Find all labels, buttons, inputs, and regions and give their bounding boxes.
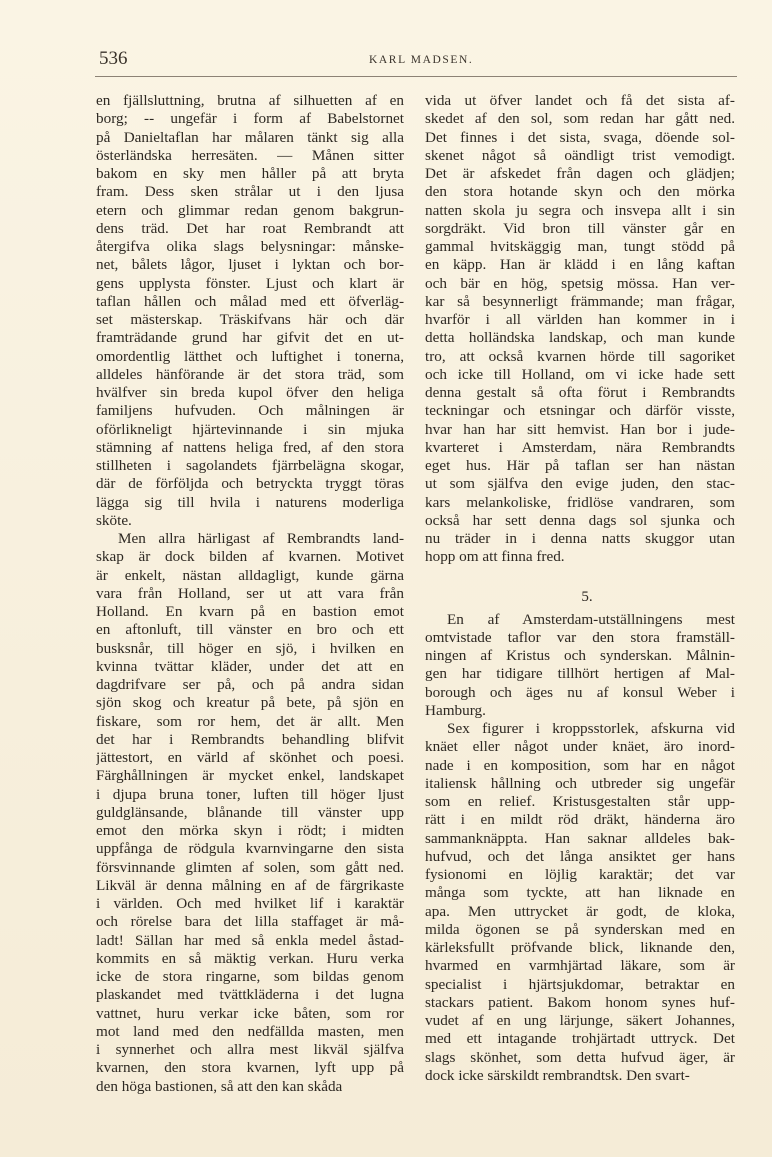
text-line: lägga sig till hvila i naturens moderliga <box>96 493 404 511</box>
text-line: busksnår, till höger en sjö, i hvilken en <box>96 639 404 657</box>
text-line: en fjällsluttning, brutna af silhuetten af en <box>96 92 404 109</box>
text-line: skenet något så oändligt trist vemodigt. <box>425 146 735 164</box>
text-line: tro, att också kvarnen hörde till sagoriket <box>425 347 735 365</box>
text-line: vara från Holland, ser ut att vara från <box>96 584 404 602</box>
running-head: KARL MADSEN. <box>369 54 474 66</box>
header-rule <box>95 76 737 77</box>
text-line: denna gestalt så ofta förut i Rembrandts <box>425 384 735 401</box>
text-line: Det finnes i det sista, svaga, döende sol- <box>425 128 735 146</box>
text-line: fiskare, som ror hem, det är allt. Men <box>96 712 404 730</box>
text-line: en aftonluft, till vänster en bro och ett <box>96 621 404 639</box>
text-line: kar så besynnerligt främmande; man frågar, <box>425 292 735 310</box>
text-line: och bär en hög, spetsig mössa. Han ver- <box>425 274 735 292</box>
text-line: en käpp. Han är klädd i en lång kaftan <box>425 256 735 274</box>
text-line: österländska herresäten. — Månen sitter <box>96 146 404 164</box>
text-line: plaskandet med tvättkläderna i det lugna <box>96 986 404 1004</box>
text-line: hvarför i all världen han kommer in i <box>425 311 735 328</box>
text-line: ladt! Sällan har med så enkla medel åstad- <box>96 931 404 949</box>
text-line: kvarteret i Amsterdam, nära Rembrandts <box>425 438 735 456</box>
text-line: emot den mörka skyn i rödt; i midten <box>96 822 404 839</box>
text-line: det har i Rembrandts behandling blifvit <box>96 730 404 748</box>
text-line: kvinna tvättar kläder, under det att en <box>96 657 404 675</box>
text-line: apa. Men uttrycket är godt, de kloka, <box>425 902 735 920</box>
page-number: 536 <box>99 48 128 69</box>
text-line: sorgdräkt. Vid bron till vänster går en <box>425 219 735 237</box>
text-line: familjens hufvuden. Och målningen är <box>96 402 404 420</box>
text-line: försvinnande glimten af solen, som gått ned. <box>96 858 404 876</box>
text-line: vida ut öfver landet och få det sista af- <box>425 92 735 109</box>
text-line: med ett intagande trohjärtadt uttryck. Det <box>425 1030 735 1048</box>
text-line: skedet af den sol, som redan har gått ned. <box>425 110 735 128</box>
text-line: omtvistade taflor var den stora framställ- <box>425 628 735 646</box>
text-line: där de förföljda och betryckta tryggt töras <box>96 475 404 493</box>
text-line: vattnet, huru verkar icke båten, som ror <box>96 1004 404 1022</box>
text-line: kärleksfullt pröfvande blick, liknande den, <box>425 939 735 956</box>
text-line: set mästerskap. Träskifvans här och där <box>96 311 404 328</box>
text-line: sköte. <box>96 511 132 529</box>
text-line: Färghållningen är mycket enkel, landskapet <box>96 767 404 785</box>
text-line: hvarmed en varmhjärtad läkare, som är <box>425 957 735 975</box>
text-line: Sex figurer i kroppsstorlek, afskurna vid <box>447 720 735 737</box>
text-line: net, bålets lågor, ljuset i lyktan och bor- <box>96 256 404 274</box>
text-line: icke de stora ringarne, som bildas genom <box>96 968 404 985</box>
text-line: i djupa bruna toner, luften till höger ljust <box>96 785 404 803</box>
text-line: är enkelt, nästan alldagligt, kunde gärna <box>96 566 404 584</box>
text-line: många som tyckte, att han liknade en <box>425 884 735 902</box>
left-column <box>96 92 404 1096</box>
text-line: stillheten i sagolandets fjärrbelägna skogar, <box>96 457 404 474</box>
text-line: knäet eller något under knäet, äro inord- <box>425 738 735 756</box>
text-line: skap är dock bilden af kvarnen. Motivet <box>96 548 404 566</box>
text-line: dagdrifvare ser på, och på andra sidan <box>96 676 404 693</box>
text-line: hopp om att finna fred. <box>425 548 565 566</box>
text-line: slags skönhet, som detta hufvud äger, är <box>425 1048 735 1066</box>
text-line: borough och äges nu af konsul Weber i <box>425 683 735 701</box>
text-line: specialist i hjärtsjukdomar, betraktar en <box>425 975 735 993</box>
text-line: stämning af nattens heliga fred, af den stora <box>96 438 404 456</box>
text-line: i världen. Och med hvilket lif i karaktär <box>96 895 404 912</box>
text-line: borg; -- ungefär i form af Babelstornet <box>96 110 404 128</box>
text-line: återgifva olika slags belysningar: månske- <box>96 238 404 255</box>
text-line: Likväl är denna målning en af de färgrikaste <box>96 876 404 894</box>
text-line: ut som själfva den evige juden, den stac- <box>425 475 735 493</box>
section-number: 5. <box>581 588 593 605</box>
text-line: rätt i en mildt röd dräkt, händerna äro <box>425 811 735 829</box>
text-line: gens upplysta fönster. Ljust och klart är <box>96 274 404 292</box>
text-line: hvar han har sitt hemvist. Han bor i jude- <box>425 420 735 438</box>
text-line: fysionomi en löjlig karaktär; det var <box>425 866 735 883</box>
text-line: och rörelse bara det lilla staffaget är må- <box>96 913 404 931</box>
text-line: Men allra härligast af Rembrandts land- <box>118 530 404 547</box>
text-line: alldeles hänförande är det stora träd, som <box>96 365 404 383</box>
text-line: kars melankoliske, fridlöse vandraren, som <box>425 493 735 511</box>
text-line: gammal hvitskäggig man, tungt stödd på <box>425 238 735 255</box>
text-line: etern och glimmar redan genom bakgrun- <box>96 201 404 219</box>
text-line: bakom en sky men håller på att bryta <box>96 165 404 182</box>
text-line: En af Amsterdam-utställningens mest <box>447 610 735 628</box>
text-line: hvälfver sin breda kupol öfver den heliga <box>96 384 404 401</box>
text-line: nu träder in i denna natts skuggor utan <box>425 530 735 547</box>
text-line: kvarnen, den stora kvarnen, lyft upp på <box>96 1059 404 1077</box>
text-line: oförlikneligt hjärtevinnande i sin mjuka <box>96 420 404 438</box>
text-line: i synnerhet och allra mest likväl själfva <box>96 1041 404 1058</box>
text-line: omordentlig lätthet och luftighet i tonerna, <box>96 347 404 365</box>
text-line: fram. Dess sken strålar ut i den ljusa <box>96 183 404 201</box>
text-line: dens träd. Det har roat Rembrandt att <box>96 219 404 237</box>
text-line: taflan hållen och målad med ett öfverläg- <box>96 292 404 310</box>
text-line: på Danieltaflan har målaren tänkt sig alla <box>96 128 404 146</box>
text-line: teckningar och etsningar och därför visste, <box>425 402 735 420</box>
text-line: sjön skog och kreatur på bete, på sjön en <box>96 694 404 712</box>
text-line: framträdande grund har gifvit det en ut- <box>96 329 404 347</box>
right-column <box>425 92 735 1085</box>
text-line: och icke till Holland, om vi icke hade sett <box>425 365 735 383</box>
text-line: eget hus. Här på taflan ser han nästan <box>425 457 735 474</box>
text-line: mot land med den nedfällda masten, men <box>96 1022 404 1040</box>
text-line: vudet af en ung lärjunge, säkert Johannes, <box>425 1012 735 1029</box>
text-line: gen har tidigare tillhört hertigen af Mal- <box>425 665 735 683</box>
text-line: guldglänsande, blånande till vänster upp <box>96 803 404 821</box>
text-line: Hamburg. <box>425 701 486 719</box>
text-line: stackars patient. Bakom honom synes huf- <box>425 993 735 1011</box>
text-line: Det är afskedet från dagen och glädjen; <box>425 165 735 182</box>
text-line: detta holländska landskap, och man kunde <box>425 329 735 347</box>
text-line: sammanknäppta. Han saknar alldeles bak- <box>425 829 735 847</box>
page-header <box>95 44 735 74</box>
text-line: den höga bastionen, så att den kan skåda <box>96 1077 343 1095</box>
text-line: uppfånga de rödgula kvarnvingarne den sista <box>96 840 404 858</box>
text-line: ningen af Kristus och synderskan. Målnin- <box>425 647 735 664</box>
text-line: kommits en så mäktig verkan. Huru verka <box>96 949 404 967</box>
text-line: som en relief. Kristusgestalten står upp- <box>425 793 735 810</box>
text-line: den stora hotande skyn och den mörka <box>425 183 735 201</box>
text-line: hufvud, och det långa ansiktet ger hans <box>425 847 735 865</box>
text-line: dock icke särskildt rembrandtsk. Den svart- <box>425 1066 690 1084</box>
text-line: Holland. En kvarn på en bastion emot <box>96 603 404 620</box>
text-line: natten skola ju segra och insvepa allt i sin <box>425 201 735 219</box>
text-line: milda ögonen se på synderskan med en <box>425 920 735 938</box>
text-line: jättestort, en värld af skönhet och poesi. <box>96 749 404 766</box>
text-line: nade i en komposition, som har en något <box>425 756 735 774</box>
text-line: också har sett denna dags sol sjunka och <box>425 511 735 529</box>
text-line: italiensk hållning och utbreder sig ungefär <box>425 774 735 792</box>
